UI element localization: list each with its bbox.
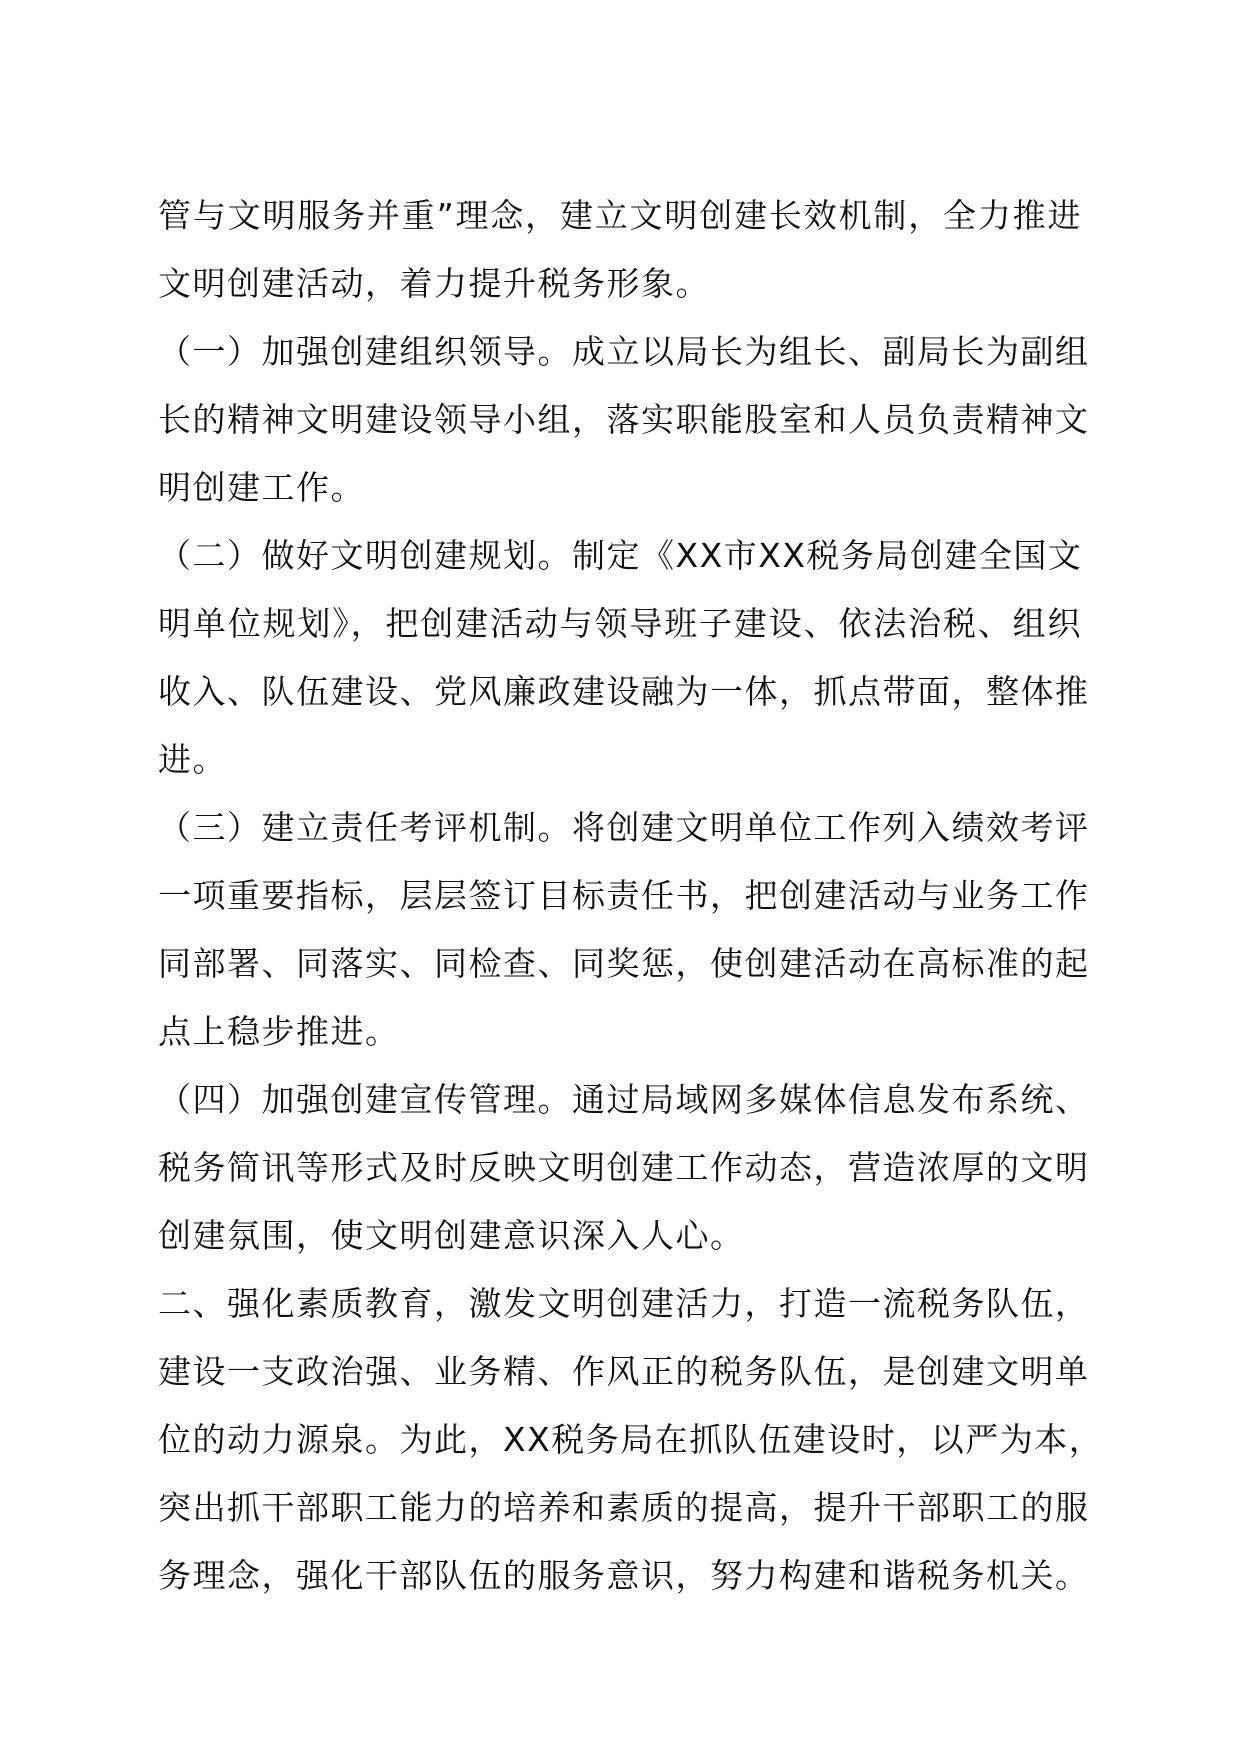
text-line: 一项重要指标，层层签订目标责任书，把创建活动与业务工作 [158, 876, 1090, 915]
text-line: （二）做好文明创建规划。制定《XX市XX税务局创建全国文 [158, 536, 1083, 575]
text-line: 建设一支政治强、业务精、作风正的税务队伍，是创建文明单 [158, 1352, 1090, 1391]
text-line: 位的动力源泉。为此，XX税务局在抓队伍建设时，以严为本， [158, 1420, 1104, 1459]
text-line: 长的精神文明建设领导小组，落实职能股室和人员负责精神文 [158, 400, 1090, 439]
text-line: 突出抓干部职工能力的培养和素质的提高，提升干部职工的服 [158, 1488, 1090, 1527]
text-line: 税务简讯等形式及时反映文明创建工作动态，营造浓厚的文明 [158, 1148, 1090, 1187]
document-body [158, 182, 1104, 1610]
text-line: 务理念，强化干部队伍的服务意识，努力构建和谐税务机关。 [158, 1556, 1090, 1595]
text-line: 明单位规划》，把创建活动与领导班子建设、依法治税、组织 [158, 604, 1082, 643]
text-line: 文明创建活动，着力提升税务形象。 [158, 264, 710, 303]
text-line: （四）加强创建宣传管理。通过局域网多媒体信息发布系统、 [158, 1080, 1090, 1119]
text-line: 明创建工作。 [158, 468, 365, 507]
text-line: 点上稳步推进。 [158, 1012, 400, 1051]
text-line: 创建氛围，使文明创建意识深入人心。 [158, 1216, 745, 1255]
text-line: （三）建立责任考评机制。将创建文明单位工作列入绩效考评 [158, 808, 1090, 847]
text-line: 同部署、同落实、同检查、同奖惩，使创建活动在高标准的起 [158, 944, 1090, 983]
text-line: 收入、队伍建设、党风廉政建设融为一体，抓点带面，整体推 [158, 672, 1090, 711]
text-line: 二、强化素质教育，激发文明创建活力，打造一流税务队伍， [158, 1284, 1090, 1323]
text-line: 管与文明服务并重”理念，建立文明创建长效机制，全力推进 [158, 196, 1082, 235]
text-line: （一）加强创建组织领导。成立以局长为组长、副局长为副组 [158, 332, 1090, 371]
text-line: 进。 [158, 740, 227, 779]
